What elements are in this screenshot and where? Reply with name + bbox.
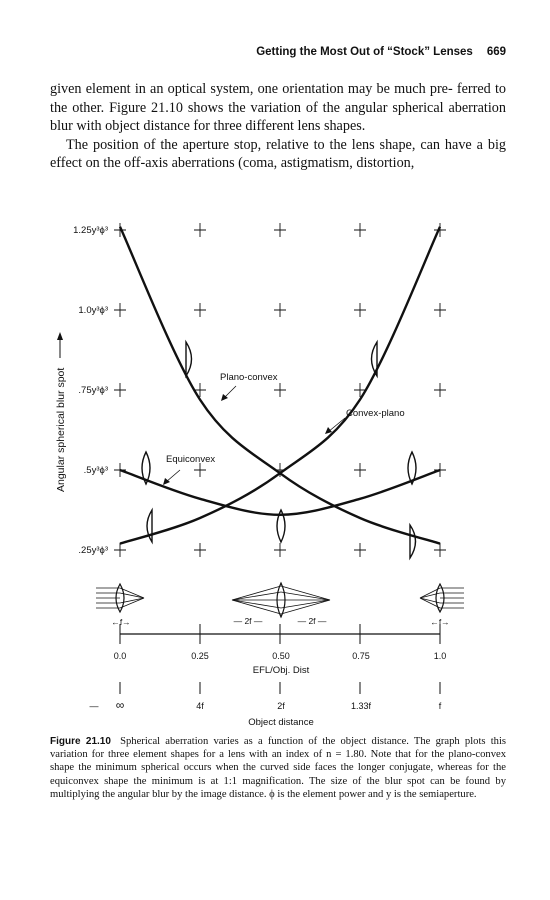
convex-plano-label: Convex-plano <box>346 408 405 419</box>
caption-label: Figure 21.10 <box>50 736 111 747</box>
x-tick-label: 1.0 <box>433 651 447 661</box>
grid-cross <box>114 383 126 397</box>
leader-line <box>166 470 180 482</box>
grid-cross <box>354 463 366 477</box>
figure-caption <box>50 735 506 801</box>
ray <box>420 593 440 598</box>
body-text <box>50 80 506 173</box>
image-distance-label: — 2f — <box>297 616 327 626</box>
y-tick-labels <box>73 225 108 556</box>
y-tick-label: 1.25y³ϕ³ <box>73 225 108 236</box>
y-axis-arrowhead <box>57 332 63 340</box>
y-tick-label: .5y³ϕ³ <box>83 465 108 476</box>
running-head <box>0 46 506 58</box>
right-ray-diagram <box>420 584 464 627</box>
grid-cross <box>274 383 286 397</box>
center-ray-diagram <box>232 583 330 626</box>
curve-annotations <box>163 372 405 485</box>
text-line: The position of the aperture stop, relative to the lens shape, can have <box>66 136 472 153</box>
grid-cross <box>194 303 206 317</box>
x-axis <box>114 624 447 676</box>
y-axis-title <box>55 332 67 492</box>
y-tick-label: .75y³ϕ³ <box>78 385 108 396</box>
object-distance-tick-label: 1.33f <box>350 701 372 711</box>
grid-cross <box>114 543 126 557</box>
x-tick-label: 0.0 <box>113 651 127 661</box>
dash-mark: — <box>89 701 99 711</box>
text-line: a big effect on the off-axis aberrations (coma, astigmatism, distortion, <box>50 136 506 171</box>
caption-line: shape the minimum is at 1:1 magnification. The size of the blur spot can be found <box>104 775 491 787</box>
grid-cross <box>434 383 446 397</box>
page-number: 669 <box>486 46 506 58</box>
grid-cross <box>194 463 206 477</box>
caption-line: and y is the semiaperture. <box>368 788 477 800</box>
caption-line: when the curved side faces the longer conjugate, whereas for the equiconvex <box>50 762 506 787</box>
object-distance-label: — 2f — <box>233 616 263 626</box>
arrowhead <box>325 427 332 434</box>
text-line: given element in an optical system, one orientation may be much pre- <box>50 81 453 97</box>
focal-length-label: ←f→ <box>111 617 131 627</box>
plano-convex-label: Plano-convex <box>220 372 278 383</box>
running-head-title: Getting the Most Out of “Stock” Lenses <box>256 46 473 58</box>
x-tick-label: 0.50 <box>272 651 290 661</box>
grid-cross <box>354 223 366 237</box>
paragraph-2 <box>50 136 506 173</box>
plano-convex-lens-icon <box>186 342 192 376</box>
focal-length-label: ←f→ <box>430 617 450 627</box>
object-distance-marks <box>120 682 440 694</box>
caption-line: by multiplying the angular blur by the image distance. ϕ is the element power <box>50 775 506 800</box>
grid-cross <box>354 303 366 317</box>
grid-cross <box>274 543 286 557</box>
x-tick-label: 0.25 <box>191 651 209 661</box>
caption-line: graph plots this variation for three element shapes for a lens with an index of <box>50 736 507 761</box>
grid-cross <box>274 223 286 237</box>
left-ray-diagram <box>96 584 144 627</box>
ray-diagrams <box>96 583 464 627</box>
object-distance-tick-label: 4f <box>196 701 204 711</box>
equiconvex-label: Equiconvex <box>166 454 216 465</box>
grid-cross <box>354 543 366 557</box>
convex-plano-lens-icon <box>147 510 152 542</box>
figure-21-10 <box>0 210 550 730</box>
grid-cross <box>434 303 446 317</box>
object-distance-label: Object distance <box>248 717 314 728</box>
paragraph-1 <box>50 80 506 136</box>
y-axis-label: Angular spherical blur spot <box>55 367 67 492</box>
grid-cross <box>194 543 206 557</box>
object-distance-tick-label: ∞ <box>115 698 125 712</box>
text-line: shapes. <box>323 118 366 134</box>
object-distance-axis <box>90 682 442 728</box>
ray <box>420 598 440 603</box>
x-axis-label: EFL/Obj. Dist <box>252 665 310 676</box>
object-distance-tick-label: 2f <box>277 701 285 711</box>
grid-crosses <box>114 223 446 557</box>
grid-cross <box>434 543 446 557</box>
x-tick-label: 0.75 <box>352 651 370 661</box>
text-line: spherical aberration blur with object distance for three different lens <box>50 99 506 134</box>
caption-line: Spherical aberration varies as a function of the object distance. The <box>120 736 431 747</box>
text-line: ferred to the other. Figure 21.10 shows the variation of the angular <box>50 81 506 116</box>
grid-cross <box>274 303 286 317</box>
object-distance-tick-label: f <box>438 701 442 711</box>
spherical-aberration-chart <box>0 210 550 730</box>
plano-convex-lens-icon <box>410 525 416 558</box>
caption-line: n = 1.80. Note that for the plano-convex shape the minimum spherical occurs <box>50 749 506 774</box>
y-tick-label: 1.0y³ϕ³ <box>78 305 108 316</box>
grid-cross <box>114 303 126 317</box>
grid-cross <box>194 223 206 237</box>
y-tick-label: .25y³ϕ³ <box>78 545 108 556</box>
